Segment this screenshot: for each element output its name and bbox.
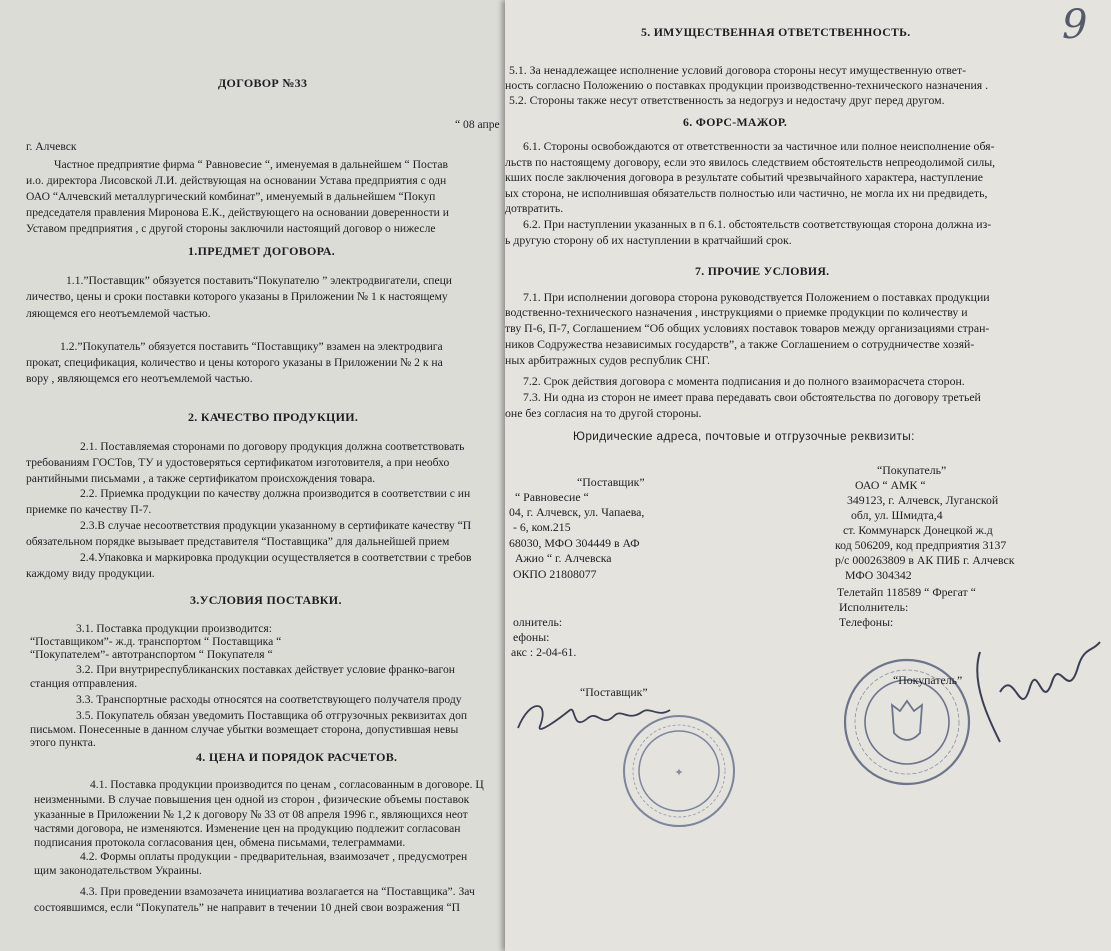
text-line: указанные в Приложении № 1,2 к договору № 33 от 08 апреля 1996 г., являющихся неот: [34, 808, 468, 821]
text-line: 3.5. Покупатель обязан уведомить Поставщика об отгрузочных реквизитах доп: [76, 709, 468, 722]
text-line: и.о. директора Лисовской Л.И. действующая на основании Устава предприятия с одн: [26, 174, 447, 187]
text-line: этого пункта.: [30, 736, 96, 749]
text-line: ст. Коммунарск Донецкой ж.д: [843, 523, 993, 537]
text-line: рантийными письмами , а также сертификатом происхождения товара.: [26, 472, 376, 485]
section-heading: 4. ЦЕНА И ПОРЯДОК РАСЧЕТОВ.: [196, 750, 398, 764]
left-contract-page: [0, 0, 540, 951]
svg-text:✦: ✦: [674, 766, 684, 779]
text-line: 2.4.Упаковка и маркировка продукции осуществляется в соответствии с требов: [80, 551, 472, 564]
text-line: МФО 304342: [845, 568, 912, 582]
text-line: 04, г. Алчевск, ул. Чапаева,: [509, 505, 645, 519]
text-line: “ 08 апре: [455, 118, 500, 131]
text-line: 2.3.В случае несоответствия продукции указанному в сертификате качеству “П: [80, 519, 472, 532]
text-line: обл, ул. Шмидта,4: [851, 508, 943, 522]
section-heading: 1.ПРЕДМЕТ ДОГОВОРА.: [188, 244, 336, 258]
text-line: “Покупатель”: [893, 673, 963, 687]
text-line: “Поставщик”: [577, 475, 645, 489]
text-line: 7.2. Срок действия договора с момента подписания и до полного взаиморасчета сторон.: [523, 374, 965, 388]
text-line: Уставом предприятия , с другой стороны заключили настоящий договор о нижесле: [26, 222, 436, 235]
text-line: ОКПО 21808077: [513, 567, 597, 581]
text-line: каждому виду продукции.: [26, 567, 155, 580]
text-line: Ажио “ г. Алчевска: [515, 551, 612, 565]
text-line: частями договора, не изменяются. Изменение цен на продукцию подлежит согласован: [34, 822, 461, 835]
section-heading: ДОГОВОР №33: [218, 76, 308, 90]
text-line: “Покупатель”: [877, 463, 947, 477]
text-line: код 506209, код предприятия 3137: [835, 538, 1007, 552]
text-line: ность согласно Положению о поставках продукции производственно-технического назначения .: [505, 78, 989, 92]
text-line: ников Содружества независимых государств”, а также Соглашением о сотрудничестве хозяй-: [505, 337, 975, 351]
text-line: оне без согласия на то другой стороны.: [505, 406, 702, 420]
text-line: льств по настоящему договору, если это явилось следствием обстоятельств непреодолимой силы,: [505, 155, 996, 169]
text-line: неизменными. В случае повышения цен одной из сторон , физические объемы поставок: [34, 793, 470, 806]
text-line: 6.1. Стороны освобождаются от ответственности за частичное или полное неисполнение обя-: [523, 139, 995, 153]
text-line: 2.1. Поставляемая сторонами по договору продукция должна соответствовать: [80, 440, 465, 453]
section-heading: 2. КАЧЕСТВО ПРОДУКЦИИ.: [188, 410, 359, 424]
text-line: прокат, спецификация, количество и цены которого указаны в Приложении № 2 к на: [26, 356, 443, 369]
text-line: тву П-6, П-7, Соглашением “Об общих условиях поставок товаров между организациями стран-: [505, 321, 990, 335]
text-line: обязательном порядке вызывает представителя “Поставщика” для дальнейшей прием: [26, 535, 450, 548]
text-line: Телефоны:: [839, 615, 894, 629]
text-line: требованиям ГОСТов, ТУ и удостоверяться сертификатом изготовителя, а при необхо: [26, 456, 450, 469]
text-line: ефоны:: [513, 630, 550, 644]
text-line: 3.3. Транспортные расходы относятся на соответствующего получателя проду: [76, 693, 462, 706]
text-line: акс : 2-04-61.: [511, 645, 577, 659]
text-line: “Поставщик”: [580, 685, 648, 699]
section-heading: 7. ПРОЧИЕ УСЛОВИЯ.: [695, 264, 830, 278]
text-line: 5.1. За ненадлежащее исполнение условий договора стороны несут имущественную ответ-: [509, 63, 967, 77]
text-line: 1.1.”Поставщик” обязуется поставить“Покупателю ” электродвигатели, специ: [66, 274, 453, 287]
text-line: - 6, ком.215: [513, 520, 571, 534]
text-line: станция отправления.: [30, 677, 138, 690]
text-line: ОАО “Алчевский металлургический комбинат”, именуемый в дальнейшем “Покуп: [26, 190, 436, 203]
text-line: г. Алчевск: [26, 140, 77, 153]
text-line: водственно-технического назначения , инструкциями о приемке продукции по количеству и: [505, 305, 968, 319]
text-line: кших после заключения договора в результате событий чрезвычайного характера, наступление: [505, 170, 983, 184]
text-line: олнитель:: [513, 615, 563, 629]
text-line: 3.2. При внутриреспубликанских поставках действует условие франко-вагон: [76, 663, 455, 676]
text-line: 2.2. Приемка продукции по качеству должна производится в соответствии с ин: [80, 487, 471, 500]
text-line: щим законодательством Украины.: [34, 864, 202, 877]
text-line: 4.2. Формы оплаты продукции - предварительная, взаимозачет , предусмотрен: [80, 850, 468, 863]
text-line: 7.1. При исполнении договора сторона руководствуется Положением о поставках продукции: [523, 290, 990, 304]
text-line: ОАО “ АМК “: [855, 478, 926, 492]
text-line: личество, цены и сроки поставки которого указаны в Приложении № 1 к настоящему: [26, 290, 448, 303]
text-line: дотвратить.: [505, 201, 564, 215]
text-line: 5.2. Стороны также несут ответственность за недогруз и недостачу друг перед другом.: [509, 93, 945, 107]
text-line: р/с 000263809 в АК ПИБ г. Алчевск: [835, 553, 1015, 567]
text-line: вору , являющемся его неотъемлемой частью.: [26, 372, 253, 385]
text-line: подписания протокола согласования цен, обмена письмами, телеграммами.: [34, 836, 406, 849]
text-line: ляющемся его неотъемлемой частью.: [26, 307, 211, 320]
text-line: Телетайп 118589 “ Фрегат “: [837, 585, 976, 599]
text-line: приемке по качеству П-7.: [26, 503, 152, 516]
section-heading: Юридические адреса, почтовые и отгрузочные реквизиты:: [573, 429, 915, 443]
section-heading: 6. ФОРС-МАЖОР.: [683, 115, 788, 129]
text-line: ых сторона, не исполнившая обязательств полностью или частично, не могла их ни предвидеть,: [505, 186, 988, 200]
text-line: 4.1. Поставка продукции производится по ценам , согласованным в договоре. Ц: [90, 778, 484, 791]
text-line: ных арбитражных судов республик СНГ.: [505, 353, 710, 367]
right-contract-page: [505, 0, 1111, 951]
text-line: 6.2. При наступлении указанных в п 6.1. обстоятельств соответствующая сторона должна из-: [523, 217, 992, 231]
text-line: председателя правления Миронова Е.К., действующего на основании доверенности и: [26, 206, 449, 219]
handwritten-page-number: 9: [1062, 2, 1088, 48]
text-line: 7.3. Ни одна из сторон не имеет права передавать свои обстоятельства по договору третьей: [523, 390, 981, 404]
buyer-signature: [960, 612, 1110, 757]
text-line: 68030, МФО 304449 в АФ: [509, 536, 640, 550]
section-heading: 3.УСЛОВИЯ ПОСТАВКИ.: [190, 593, 342, 607]
text-line: 4.3. При проведении взамозачета инициатива возлагается на “Поставщика”. Зач: [80, 885, 475, 898]
text-line: “Поставщиком”- ж.д. транспортом “ Поставщика “: [30, 635, 282, 648]
section-heading: 5. ИМУЩЕСТВЕННАЯ ОТВЕТСТВЕННОСТЬ.: [641, 25, 911, 39]
text-line: “ Равновесие “: [515, 490, 589, 504]
text-line: 1.2.”Покупатель” обязуется поставить “Поставщику” взамен на электродвига: [60, 340, 443, 353]
text-line: “Покупателем”- автотранспортом “ Покупателя “: [30, 648, 273, 661]
text-line: ь другую сторону об их наступлении в кратчайший срок.: [505, 233, 792, 247]
text-line: письмом. Понесенные в данном случае убытки возмещает сторона, допустившая невы: [30, 723, 459, 736]
text-line: Исполнитель:: [839, 600, 909, 614]
text-line: Частное предприятие фирма “ Равновесие “, именуемая в дальнейшем “ Постав: [54, 158, 449, 171]
text-line: состоявшимся, если “Покупатель” не направит в течении 10 дней свои возражения “П: [34, 901, 461, 914]
text-line: 3.1. Поставка продукции производится:: [76, 622, 272, 635]
text-line: 349123, г. Алчевск, Луганской: [847, 493, 999, 507]
